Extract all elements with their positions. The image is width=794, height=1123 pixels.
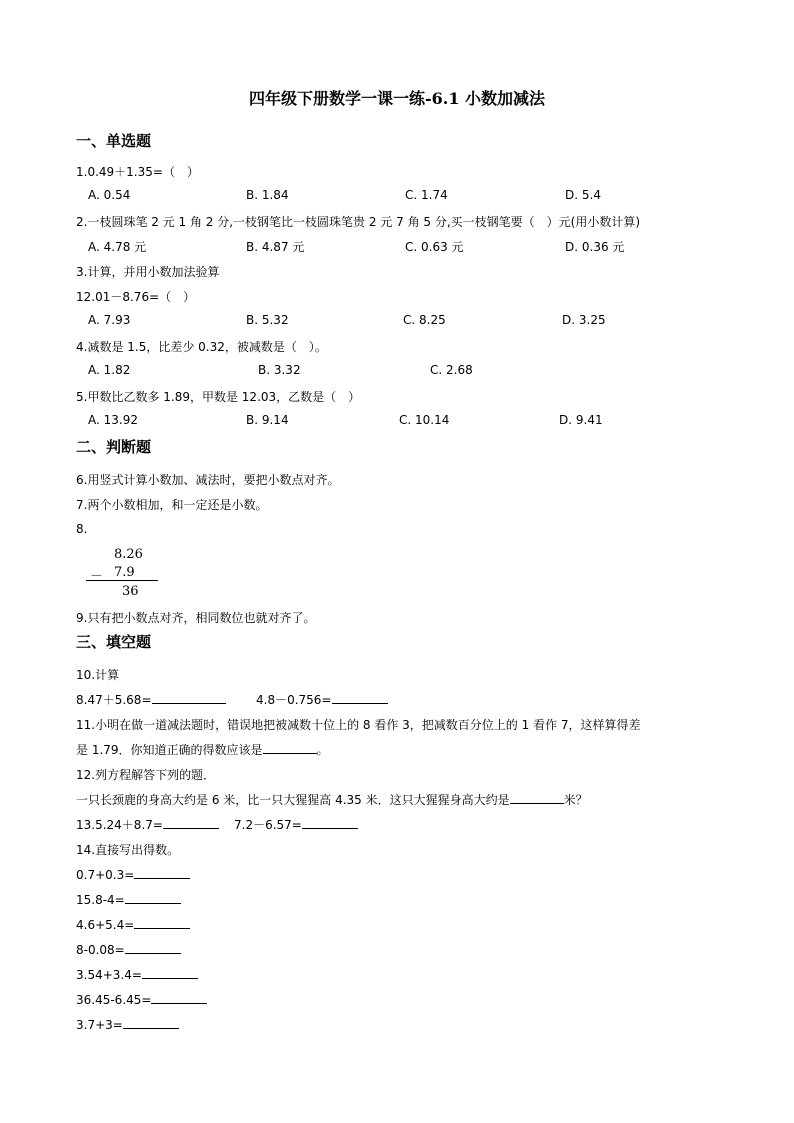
q2-option-c: C. 0.63 元	[405, 240, 464, 254]
answer-blank[interactable]	[125, 941, 181, 954]
answer-blank[interactable]	[125, 891, 181, 904]
answer-blank[interactable]	[510, 791, 564, 804]
q4-option-b: B. 3.32	[258, 363, 301, 377]
question-3-text: 3.计算，并用小数加法验算	[76, 265, 220, 279]
question-13-expression-a: 13.5.24＋8.7=	[76, 816, 219, 833]
answer-blank[interactable]	[123, 1016, 179, 1029]
q5-option-b: B. 9.14	[246, 413, 289, 427]
answer-blank[interactable]	[163, 816, 219, 829]
section-heading-true-false: 二、判断题	[76, 438, 152, 456]
q4-option-c: C. 2.68	[430, 363, 473, 377]
question-1-text: 1.0.49＋1.35=（ ）	[76, 165, 199, 179]
q3-option-b: B. 5.32	[246, 313, 289, 327]
q2-option-d: D. 0.36 元	[565, 240, 625, 254]
question-10-expression-b: 4.8－0.756=	[256, 691, 388, 708]
subtrahend: 7.9	[114, 565, 135, 580]
question-10-text: 10.计算	[76, 668, 120, 682]
difference-result: 36	[122, 584, 139, 599]
question-11-line-2: 是 1.79．你知道正确的得数应该是 。	[76, 743, 329, 757]
q3-option-d: D. 3.25	[562, 313, 606, 327]
vertical-subtraction	[86, 547, 166, 603]
question-14-text: 14.直接写出得数。	[76, 843, 180, 857]
answer-blank[interactable]	[151, 991, 207, 1004]
answer-blank[interactable]	[332, 691, 388, 704]
minuend: 8.26	[114, 547, 143, 562]
answer-blank[interactable]	[152, 691, 226, 704]
q14-item-7: 3.7+3=	[76, 1016, 179, 1032]
question-8-label: 8.	[76, 522, 88, 536]
q14-item-4: 8-0.08=	[76, 941, 181, 957]
calc-divider-line	[86, 580, 158, 581]
answer-blank[interactable]	[142, 966, 198, 979]
answer-blank[interactable]	[134, 916, 190, 929]
section-heading-single-choice: 一、单选题	[76, 132, 152, 150]
page-title: 四年级下册数学一课一练-6.1 小数加减法	[248, 89, 546, 108]
answer-blank[interactable]	[134, 866, 190, 879]
q2-option-a: A. 4.78 元	[88, 240, 147, 254]
question-9-text: 9.只有把小数点对齐，相同数位也就对齐了。	[76, 611, 316, 625]
section-heading-fill-in: 三、填空题	[76, 633, 152, 651]
q5-option-c: C. 10.14	[399, 413, 450, 427]
question-13-expression-b: 7.2－6.57=	[234, 816, 358, 833]
q5-option-d: D. 9.41	[559, 413, 603, 427]
question-10-expression-a: 8.47＋5.68=	[76, 691, 226, 708]
q3-option-a: A. 7.93	[88, 313, 131, 327]
question-11-line-1: 11.小明在做一道减法题时，错误地把被减数十位上的 8 看作 3，把减数百分位上的 1 看作 7，这样算得差	[76, 718, 641, 732]
q14-item-5: 3.54+3.4=	[76, 966, 198, 982]
answer-blank[interactable]	[302, 816, 358, 829]
q14-item-6: 36.45-6.45=	[76, 991, 207, 1007]
answer-blank[interactable]	[263, 741, 317, 754]
q1-option-c: C. 1.74	[405, 188, 448, 202]
q4-option-a: A. 1.82	[88, 363, 131, 377]
question-7-text: 7.两个小数相加，和一定还是小数。	[76, 498, 268, 512]
q14-item-3: 4.6+5.4=	[76, 916, 190, 932]
question-6-text: 6.用竖式计算小数加、减法时，要把小数点对齐。	[76, 473, 340, 487]
question-2-text: 2.一枝圆珠笔 2 元 1 角 2 分,一枝钢笔比一枝圆珠笔贵 2 元 7 角 5 分,买一枝钢笔要（ ）元(用小数计算)	[76, 215, 641, 229]
q2-option-b: B. 4.87 元	[246, 240, 305, 254]
q1-option-d: D. 5.4	[565, 188, 601, 202]
q1-option-a: A. 0.54	[88, 188, 131, 202]
question-3-expression: 12.01－8.76=（ ）	[76, 290, 196, 304]
q5-option-a: A. 13.92	[88, 413, 138, 427]
q1-option-b: B. 1.84	[246, 188, 289, 202]
q14-item-1: 0.7+0.3=	[76, 866, 190, 882]
question-12-text: 12.列方程解答下列的题．	[76, 768, 216, 782]
q3-option-c: C. 8.25	[403, 313, 446, 327]
question-4-text: 4.减数是 1.5，比差少 0.32，被减数是（ ）。	[76, 340, 327, 354]
question-5-text: 5.甲数比乙数多 1.89，甲数是 12.03，乙数是（ ）	[76, 390, 361, 404]
q14-item-2: 15.8-4=	[76, 891, 181, 907]
question-12-line-2: 一只长颈鹿的身高大约是 6 米，比一只大猩猩高 4.35 米．这只大猩猩身高大约是 米？	[76, 793, 588, 807]
minus-sign: －	[90, 569, 104, 584]
